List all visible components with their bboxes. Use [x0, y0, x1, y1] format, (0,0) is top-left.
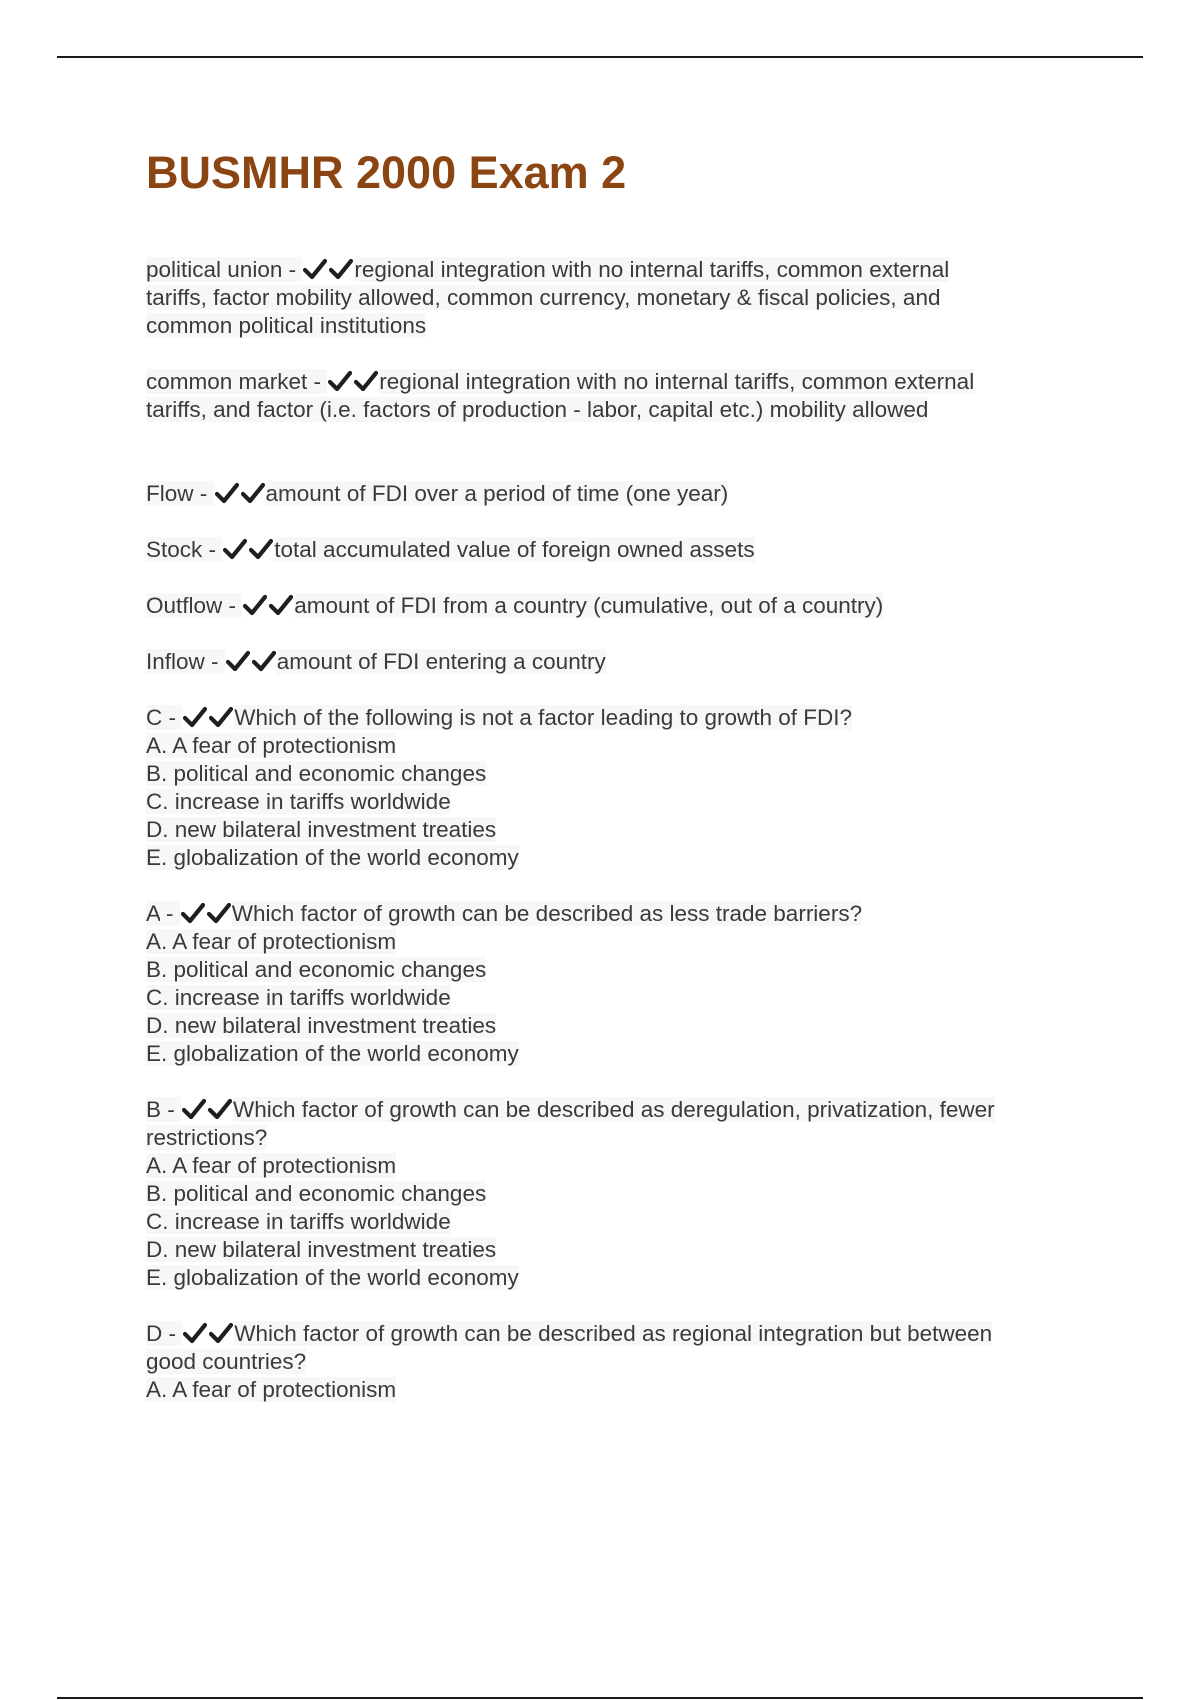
flashcard-line: [146, 1180, 1086, 1208]
term-separator: -: [162, 1321, 183, 1346]
flashcard-definition-text: tariffs, and factor (i.e. factors of production - labor, capital etc.) mobility allowed: [146, 397, 929, 422]
flashcard-first-line: [146, 592, 1086, 620]
flashcard-line: [146, 760, 1086, 788]
flashcard-definition-text: A. A fear of protectionism: [146, 929, 397, 954]
flashcard: [146, 256, 1086, 340]
flashcard-definition-text: E. globalization of the world economy: [146, 845, 519, 870]
flashcard: [146, 480, 1086, 508]
flashcard-definition-text: A. A fear of protectionism: [146, 1153, 397, 1178]
flashcard-definition-text: common political institutions: [146, 313, 427, 338]
flashcard: [146, 900, 1086, 1068]
flashcard-line: [146, 1152, 1086, 1180]
flashcard-first-line: [146, 368, 1086, 396]
checkmark-icon: [182, 1098, 206, 1120]
checkmark-icon: [241, 482, 265, 504]
flashcard-definition-text: C. increase in tariffs worldwide: [146, 985, 451, 1010]
flashcard-line: [146, 1348, 1086, 1376]
flashcard-definition-text: A. A fear of protectionism: [146, 733, 397, 758]
flashcard-definition-text: total accumulated value of foreign owned assets: [274, 537, 755, 562]
checkmark-icon: [209, 706, 233, 728]
flashcard-term: A: [146, 901, 160, 926]
document-body: [146, 140, 1086, 1432]
checkmark-icon: [181, 902, 205, 924]
flashcard-definition-text: restrictions?: [146, 1125, 268, 1150]
checkmark-icon: [215, 482, 239, 504]
checkmark-icon: [243, 594, 267, 616]
term-separator: -: [162, 705, 183, 730]
flashcard-line: [146, 1012, 1086, 1040]
checkmark-icon: [183, 706, 207, 728]
term-separator: -: [282, 257, 303, 282]
flashcard-definition-text: D. new bilateral investment treaties: [146, 1013, 497, 1038]
checkmark-icon: [303, 258, 327, 280]
checkmark-icon: [328, 370, 352, 392]
term-separator: -: [202, 537, 223, 562]
flashcard-definition-text: E. globalization of the world economy: [146, 1265, 519, 1290]
flashcard-line: [146, 1264, 1086, 1292]
flashcard-line: [146, 1124, 1086, 1152]
flashcard: [146, 1320, 1086, 1404]
flashcard-line: [146, 1040, 1086, 1068]
flashcard-definition-text: E. globalization of the world economy: [146, 1041, 519, 1066]
checkmark-icon: [269, 594, 293, 616]
flashcard: [146, 704, 1086, 872]
flashcard-line: [146, 1208, 1086, 1236]
flashcard-definition-text: regional integration with no internal tariffs, common external: [354, 257, 950, 282]
flashcard: [146, 368, 1086, 424]
checkmark-icon: [207, 902, 231, 924]
flashcard-definition-text: D. new bilateral investment treaties: [146, 817, 497, 842]
flashcard-term: Outflow: [146, 593, 223, 618]
flashcard-definition-text: amount of FDI from a country (cumulative, out of a country): [294, 593, 884, 618]
flashcard-first-line: [146, 1320, 1086, 1348]
flashcard-definition-text: A. A fear of protectionism: [146, 1377, 397, 1402]
footer-rule: [57, 1697, 1143, 1699]
flashcard-definition-text: amount of FDI entering a country: [276, 649, 606, 674]
flashcard-definition-text: good countries?: [146, 1349, 307, 1374]
checkmark-icon: [209, 1322, 233, 1344]
flashcard-line: [146, 816, 1086, 844]
checkmark-icon: [354, 370, 378, 392]
flashcard-definition-text: Which of the following is not a factor leading to growth of FDI?: [234, 705, 853, 730]
flashcard-first-line: [146, 536, 1086, 564]
checkmark-icon: [183, 1322, 207, 1344]
flashcard-line: [146, 284, 1086, 312]
flashcard-line: [146, 396, 1086, 424]
flashcard-term: Flow: [146, 481, 194, 506]
flashcard-first-line: [146, 900, 1086, 928]
flashcard-first-line: [146, 648, 1086, 676]
term-separator: -: [161, 1097, 182, 1122]
checkmark-icon: [329, 258, 353, 280]
flashcard-definition-text: Which factor of growth can be described as regional integration but between: [234, 1321, 993, 1346]
flashcard-line: [146, 732, 1086, 760]
term-separator: -: [159, 901, 180, 926]
flashcard-line: [146, 1376, 1086, 1404]
flashcard-line: [146, 984, 1086, 1012]
flashcard-term: B: [146, 1097, 162, 1122]
flashcard-line: [146, 844, 1086, 872]
checkmark-icon: [249, 538, 273, 560]
flashcard-definition-text: Which factor of growth can be described as deregulation, privatization, fewer: [233, 1097, 995, 1122]
flashcard-term: C: [146, 705, 163, 730]
checkmark-icon: [252, 650, 276, 672]
header-rule: [57, 56, 1143, 58]
flashcard-definition-text: D. new bilateral investment treaties: [146, 1237, 497, 1262]
flashcard-definition-text: Which factor of growth can be described as less trade barriers?: [231, 901, 863, 926]
flashcard-definition-text: tariffs, factor mobility allowed, common currency, monetary & fiscal policies, and: [146, 285, 941, 310]
flashcard-first-line: [146, 1096, 1086, 1124]
checkmark-icon: [223, 538, 247, 560]
flashcard-definition-text: C. increase in tariffs worldwide: [146, 789, 451, 814]
flashcard-definition-text: C. increase in tariffs worldwide: [146, 1209, 451, 1234]
flashcard-list: [146, 256, 1086, 1404]
flashcard-line: [146, 928, 1086, 956]
flashcard-line: [146, 312, 1086, 340]
flashcard-term: D: [146, 1321, 163, 1346]
flashcard: [146, 592, 1086, 620]
flashcard: [146, 536, 1086, 564]
term-separator: -: [193, 481, 214, 506]
flashcard-line: [146, 1236, 1086, 1264]
flashcard-definition-text: regional integration with no internal tariffs, common external: [379, 369, 975, 394]
flashcard: [146, 648, 1086, 676]
flashcard-term: common market: [146, 369, 308, 394]
term-separator: -: [222, 593, 243, 618]
flashcard-first-line: [146, 256, 1086, 284]
flashcard-term: Inflow: [146, 649, 205, 674]
flashcard-first-line: [146, 704, 1086, 732]
flashcard-line: [146, 956, 1086, 984]
flashcard-definition-text: B. political and economic changes: [146, 1181, 487, 1206]
flashcard-first-line: [146, 480, 1086, 508]
term-separator: -: [204, 649, 225, 674]
checkmark-icon: [226, 650, 250, 672]
term-separator: -: [307, 369, 328, 394]
flashcard-term: Stock: [146, 537, 203, 562]
flashcard-term: political union: [146, 257, 283, 282]
flashcard: [146, 1096, 1086, 1292]
flashcard-line: [146, 788, 1086, 816]
flashcard-definition-text: B. political and economic changes: [146, 957, 487, 982]
document-title: BUSMHR 2000 Exam 2: [146, 147, 627, 198]
checkmark-icon: [208, 1098, 232, 1120]
flashcard-definition-text: B. political and economic changes: [146, 761, 487, 786]
flashcard-definition-text: amount of FDI over a period of time (one year): [265, 481, 729, 506]
